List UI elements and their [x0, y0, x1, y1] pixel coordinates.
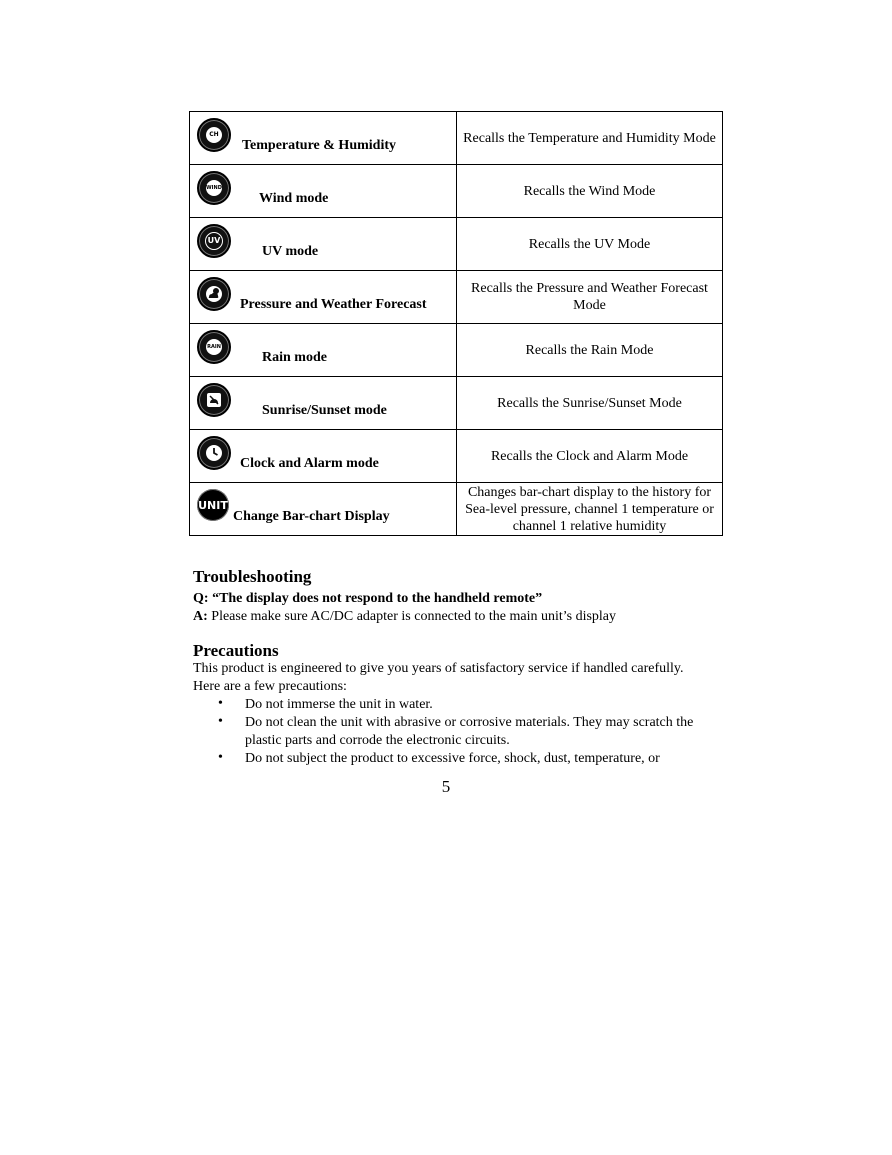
- button-description: Recalls the Clock and Alarm Mode: [457, 430, 723, 483]
- button-description: Recalls the Temperature and Humidity Mode: [457, 112, 723, 165]
- temperature-humidity-icon: CH: [197, 118, 231, 152]
- clock-face-icon: [205, 444, 223, 462]
- bullet: •: [218, 750, 223, 765]
- pressure-forecast-icon: [197, 277, 231, 311]
- button-description: Recalls the Rain Mode: [457, 324, 723, 377]
- sunrise-icon: [205, 391, 223, 409]
- button-label-cell: [190, 324, 457, 377]
- uv-icon: UV: [197, 224, 231, 258]
- button-label-cell: [190, 271, 457, 324]
- wind-icon: WIND: [197, 171, 231, 205]
- cloud-sun-icon: [205, 285, 223, 303]
- table-row: [190, 377, 723, 430]
- button-description: Recalls the Pressure and Weather Forecast Mode: [457, 271, 723, 324]
- button-label-cell: [190, 165, 457, 218]
- button-label-cell: [190, 218, 457, 271]
- table-row: [190, 271, 723, 324]
- sunrise-sunset-icon: [197, 383, 231, 417]
- bullet: •: [218, 696, 223, 711]
- button-function-table: [189, 111, 723, 536]
- button-description: Recalls the Sunrise/Sunset Mode: [457, 377, 723, 430]
- button-label-cell: [190, 430, 457, 483]
- faq-answer: A: Please make sure AC/DC adapter is connected to the main unit’s display: [193, 609, 617, 624]
- button-label: UV mode: [262, 244, 319, 259]
- button-label-cell: [190, 377, 457, 430]
- table-row: [190, 112, 723, 165]
- button-label: Change Bar-chart Display: [233, 509, 390, 524]
- table-row: [190, 324, 723, 377]
- button-label-cell: [190, 112, 457, 165]
- button-label: Sunrise/Sunset mode: [262, 403, 387, 418]
- list-item: Do not immerse the unit in water.: [245, 697, 433, 712]
- table-row: [190, 165, 723, 218]
- precautions-intro: This product is engineered to give you years of satisfactory service if handled carefully.: [193, 661, 684, 676]
- bullet: •: [218, 714, 223, 729]
- unit-icon: UNIT: [197, 489, 229, 521]
- rain-icon: RAIN: [197, 330, 231, 364]
- page-number: 5: [441, 777, 451, 796]
- troubleshooting-heading: Troubleshooting: [193, 567, 312, 586]
- list-item: Do not subject the product to excessive force, shock, dust, temperature, or: [245, 751, 660, 766]
- table-row: [190, 430, 723, 483]
- button-label: Wind mode: [259, 191, 329, 206]
- button-description: Recalls the Wind Mode: [457, 165, 723, 218]
- button-label: Pressure and Weather Forecast: [240, 297, 427, 312]
- faq-question: Q: “The display does not respond to the handheld remote”: [193, 591, 543, 606]
- button-label-cell: [190, 483, 457, 536]
- button-description: Changes bar-chart display to the history for Sea-level pressure, channel 1 temperature or channel 1 relative humidity: [457, 483, 723, 536]
- button-label: Rain mode: [262, 350, 327, 365]
- button-label: Temperature & Humidity: [242, 138, 396, 153]
- table-row: [190, 218, 723, 271]
- list-item: plastic parts and corrode the electronic circuits.: [245, 733, 510, 748]
- list-item: Do not clean the unit with abrasive or corrosive materials. They may scratch the: [245, 715, 694, 730]
- clock-icon: [197, 436, 231, 470]
- button-description: Recalls the UV Mode: [457, 218, 723, 271]
- precautions-heading: Precautions: [193, 641, 279, 660]
- table-row: [190, 483, 723, 536]
- precautions-intro-2: Here are a few precautions:: [193, 679, 347, 694]
- button-label: Clock and Alarm mode: [240, 456, 379, 471]
